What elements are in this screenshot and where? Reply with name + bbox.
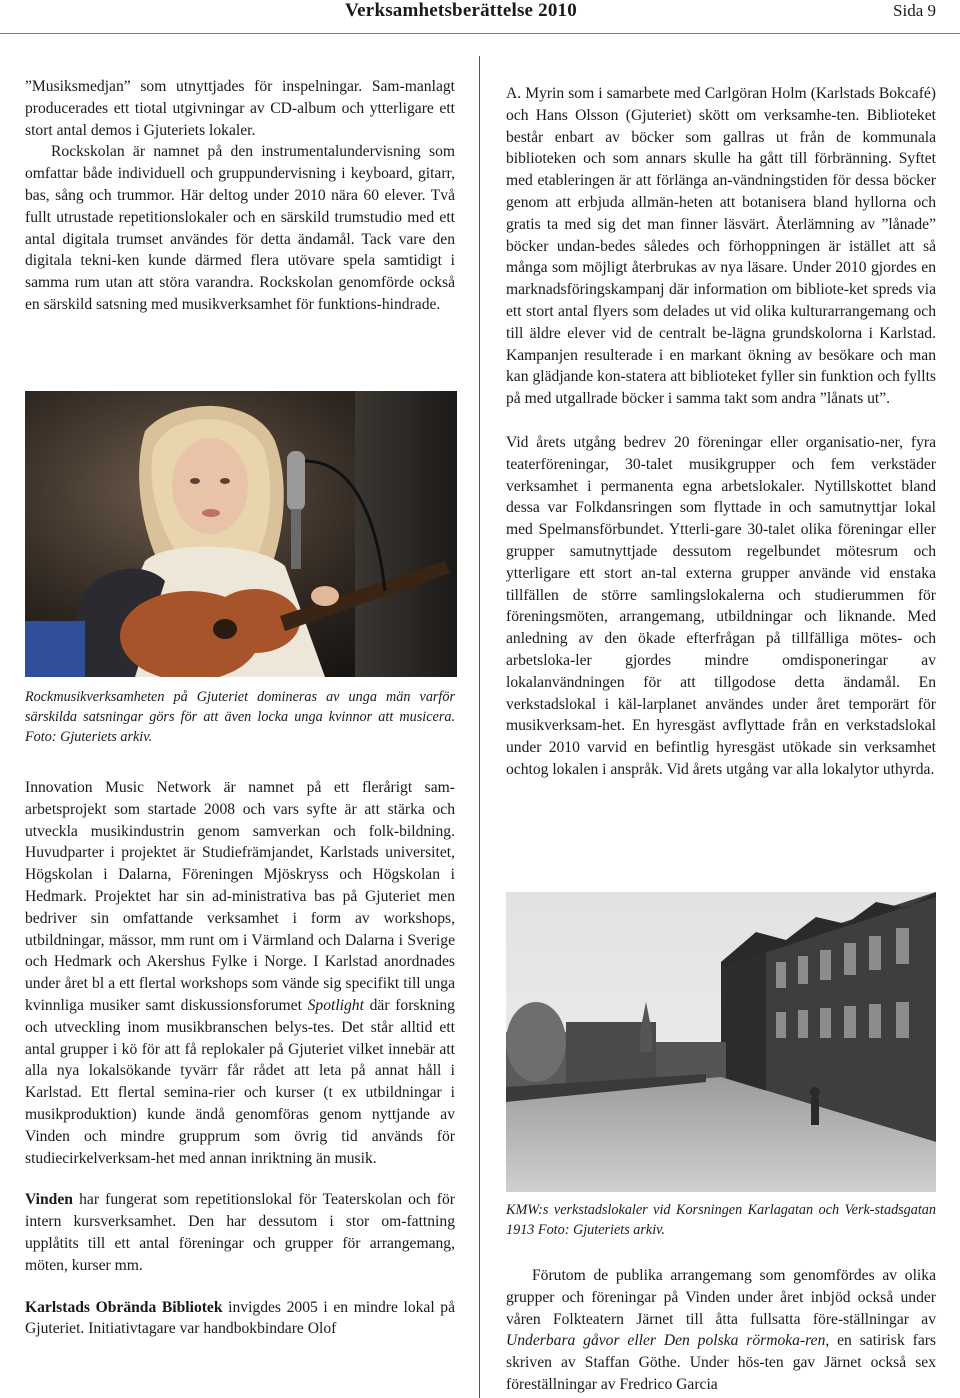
bibliotek-text: invigdes 2005 i en mindre lokal på Gjuteriet. Initiativtagare var handbokbindare Olof	[25, 1298, 455, 1338]
play-title: Underbara gåvor eller Den polska rörmoka-ren	[506, 1332, 826, 1350]
caption-singer: Rockmusikverksamheten på Gjuteriet domineras av unga män varför särskilda satsningar görs för att även locka unga kvinnor att musicera. Foto: Gjuteriets arkiv.	[25, 689, 455, 745]
arrangemang-text-a: Förutom de publika arrangemang som genomfördes av olika grupper och föreningar på Vinden under året inbjöd också under våren Folkteatern Järnet till åtta fullsatta före-ställningar av	[506, 1267, 936, 1328]
innovation-text-b: där forskning och utveckling inom musikbranschen belys-tes. Det står alltid ett antal grupper i kö för att få replokaler på Gjuteriet vilket innebär att alla nya lokalsökande tyvärr får rådet att leta på annat håll i Karlstad. Ett flertal semina-rier och kurser (t ex utbildningar i musikproduktion) kunde ändå genomföras genom nyttjande av Vinden och mindre grupprum som övrig tid används för studiecirkelverksam-het med annan inriktning än musik.	[25, 996, 455, 1167]
photo-singer-guitar	[25, 391, 457, 677]
paragraph-foreningar: Vid årets utgång bedrev 20 föreningar eller organisatio-ner, fyra teaterföreningar, 30-talet musikgrupper och fem verkstäder verksamhet i permanenta egna arbetslokaler. Nytillskottet bland dessa var Folkdansringen som flyttade in och samutnyttjar lokal med Spelmansförbundet. Ytterli-gare 30-talet olika föreningar eller grupper samutnyttjade dessutom regelbundet mötesrum och ytterligare ett stort an-tal externa grupper använde vid enstaka tillfällen de större samlingslokalerna och studierummen för föreningsmöten, arrangemang, utbildningar och liknande. Med anledning av den ökade efterfrågan på tillfälliga mötes- och arbetsloka-ler gjordes mindre omdisponeringar av lokalanvändningen för att tillgodose detta ändamål. En verkstadslokal i käl-larplanet användes under året temporärt för musikverksam-het. En hyresgäst avflyttade från en verkstadslokal under 2010 varvid en befintlig hyresgäst utökade sin verksamhet ochtog lokalen i anspråk. Vid årets utgång var alla lokalytor uthyrda.	[506, 433, 936, 778]
spotlight-title: Spotlight	[307, 996, 364, 1014]
caption-factory: KMW:s verkstadslokaler vid Korsningen Karlagatan och Verk-stadsgatan 1913 Foto: Gjuteriets arkiv.	[506, 1202, 936, 1238]
left-column-top	[25, 76, 455, 316]
right-column-bottom	[506, 1265, 936, 1396]
paragraph-bibliotek	[25, 1297, 455, 1341]
arrangemang-text-b: , en satirisk fars skriven av Staffan Göthe. Under hös-ten gav Järnet också sex föreställningar av Fredrico Garcia	[506, 1332, 936, 1393]
paragraph-innovation-music-network	[25, 777, 455, 1169]
bibliotek-lead: Karlstads Obrända Bibliotek	[25, 1298, 223, 1316]
vinden-lead: Vinden	[25, 1191, 73, 1209]
vinden-text: har fungerat som repetitionslokal för Teaterskolan och för intern kursverksamhet. Den har dessutom i stor om-fattning upplåtits till ett antal föreningar och grupper för arrangemang, möten, kurser mm.	[25, 1191, 455, 1274]
right-column-top	[506, 83, 936, 781]
paragraph-arrangemang	[506, 1265, 936, 1396]
header-rule	[0, 33, 960, 34]
singer-guitar-image	[25, 391, 457, 677]
photo-factory-street	[506, 892, 936, 1192]
paragraph-bibliotek-cont: A. Myrin som i samarbete med Carlgöran Holm (Karlstads Bokcafé) och Hans Olsson (Gjuteriet) skött om verksamhe-ten. Biblioteket består enbart av böcker som gallras ut från de kommunala biblioteken och som annars skulle ha gått till förbränning. Syftet med etableringen är att förlänga an-vändningstiden för dessa böcker genom att erbjuda allmän-heten att botanisera bland hyllorna och gratis ta med sig det man finner läsvärt. Återlämning av ”lånade” böcker undan-bedes således och förhoppningen är istället att så många som möjligt återbrukas av nya läsare. Under 2010 gjordes en marknadsföringskampanj där information om bibliote-ket spreds via ett stort antal flyers som delades ut vid olika kulturarrangemang och till äldre elever vid de centralt be-lägna grundskolorna i Karlstad. Kampanjen resulterade i en markant ökning av besökare och man kan glädjande kon-statera att biblioteket fyller sin funktion och fyllts på med utgallrade böcker i samma takt som andra ”lånats ut”.	[506, 85, 936, 408]
paragraph-rockskolan: Rockskolan är namnet på den instrumentalundervisning som omfattar både individuell och gruppundervisning i keyboard, gitarr, bas, sång och trummor. Här deltog under 2010 nära 60 elever. Två fullt utrustade repetitionslokaler och en särskild trumstudio med ett antal digitala trumset användes för detta ändamål. Tack vare den digitala tekni-ken kunde därmed flera utövare spela samtidigt i samma rum utan att störa varandra. Rockskolan genomförde också en särskild satsning med musikverksamhet för funktions-hindrade.	[25, 143, 455, 313]
left-column-bottom	[25, 777, 455, 1340]
column-divider	[479, 56, 480, 1398]
paragraph-musiksmedjan: ”Musiksmedjan” som utnyttjades för inspelningar. Sam-manlagt producerades ett tiotal utgivningar av CD-album och ytterligare ett stort antal demos i Gjuteriets lokaler.	[25, 78, 455, 139]
paragraph-vinden	[25, 1189, 455, 1276]
factory-street-image	[506, 892, 936, 1192]
page-number: Sida 9	[893, 1, 936, 20]
report-title: Verksamhetsberättelse 2010	[345, 0, 577, 21]
page-header	[0, 0, 960, 34]
innovation-text-a: Innovation Music Network är namnet på ett flerårigt sam-arbetsprojekt som startade 2008 och vars syfte är att stärka och utveckla musikindustrin genom samverkan och folk-bildning. Huvudparter i projektet är Studiefrämjandet, Karlstads universitet, Högskolan i Dalarna, Föreningen Mjöskryss och Högskolan i Hedmark. Projektet har sin ad-ministrativa bas på Gjuteriet men bedriver sin omfattande verksamhet i form av workshops, utbildningar, mässor, mm runt om i Värmland och Dalarna i Sverige och Hedmark och Akershus Fylke i Norge. I Karlstad anordnades under året bl a ett flertal workshops som vände sig specifikt till unga kvinnliga musiker samt diskussionsforumet	[25, 779, 455, 1014]
